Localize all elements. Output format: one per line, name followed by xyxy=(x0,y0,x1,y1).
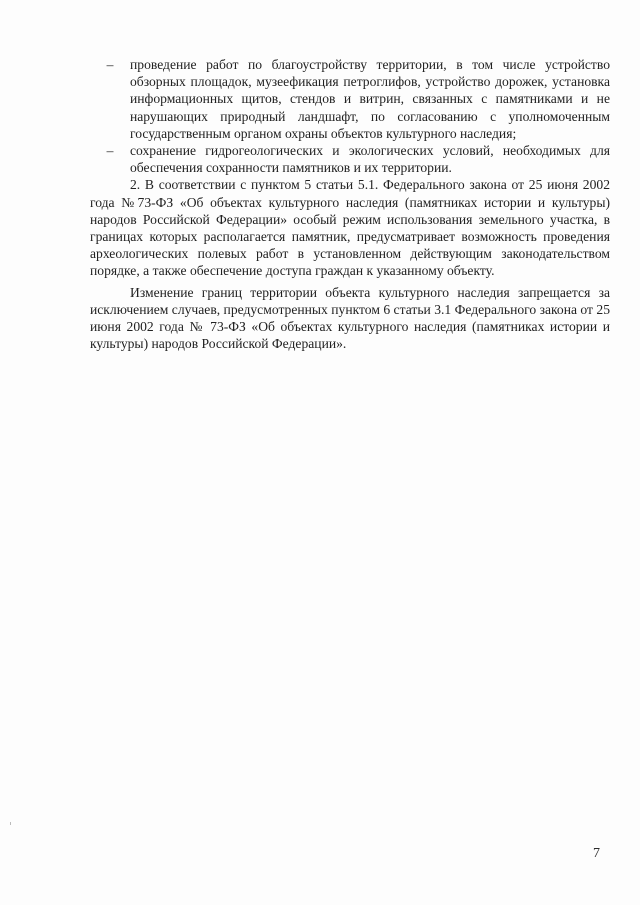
bullet-text: проведение работ по благоустройству территории, в том числе устройство обзорных площадок, музеефикация петроглифов, устройство дорожек, установка информационных щитов, стендов и витрин, связанных с памятниками и не нарушающих природный ландшафт, по согласованию с уполномоченным государственным органом охраны объектов культурного наследия; xyxy=(130,57,610,141)
dash-marker: – xyxy=(106,143,114,159)
paragraph-boundary-changes: Изменение границ территории объекта культурного наследия запрещается за исключением случаев, предусмотренных пунктом 6 статьи 3.1 Федерального закона от 25 июня 2002 года № 73-ФЗ «Об объектах культурного наследия (памятниках истории и культуры) народов Российской Федерации». xyxy=(90,284,610,352)
scan-artifact xyxy=(10,822,11,825)
dash-marker: – xyxy=(106,57,114,72)
bullet-text: сохранение гидрогеологических и экологических условий, необходимых для обеспечения сохранности памятников и их территории. xyxy=(130,143,610,176)
bullet-item-improvement-works xyxy=(90,56,610,142)
document-body xyxy=(90,56,610,352)
bullet-item-conservation-conditions xyxy=(90,142,610,176)
paragraph-land-use-regime: 2. В соответствии с пунктом 5 статьи 5.1. Федерального закона от 25 июня 2002 года №73-ФЗ «Об объектах культурного наследия (памятниках истории и культуры) народов Российской Федерации» особый режим использования земельного участка, в границах которых располагается памятник, предусматривает возможность проведения археологических полевых работ в установленном действующим законодательством порядке, а также обеспечение доступа граждан к указанному объекту. xyxy=(90,177,610,279)
page-number: 7 xyxy=(593,846,600,861)
